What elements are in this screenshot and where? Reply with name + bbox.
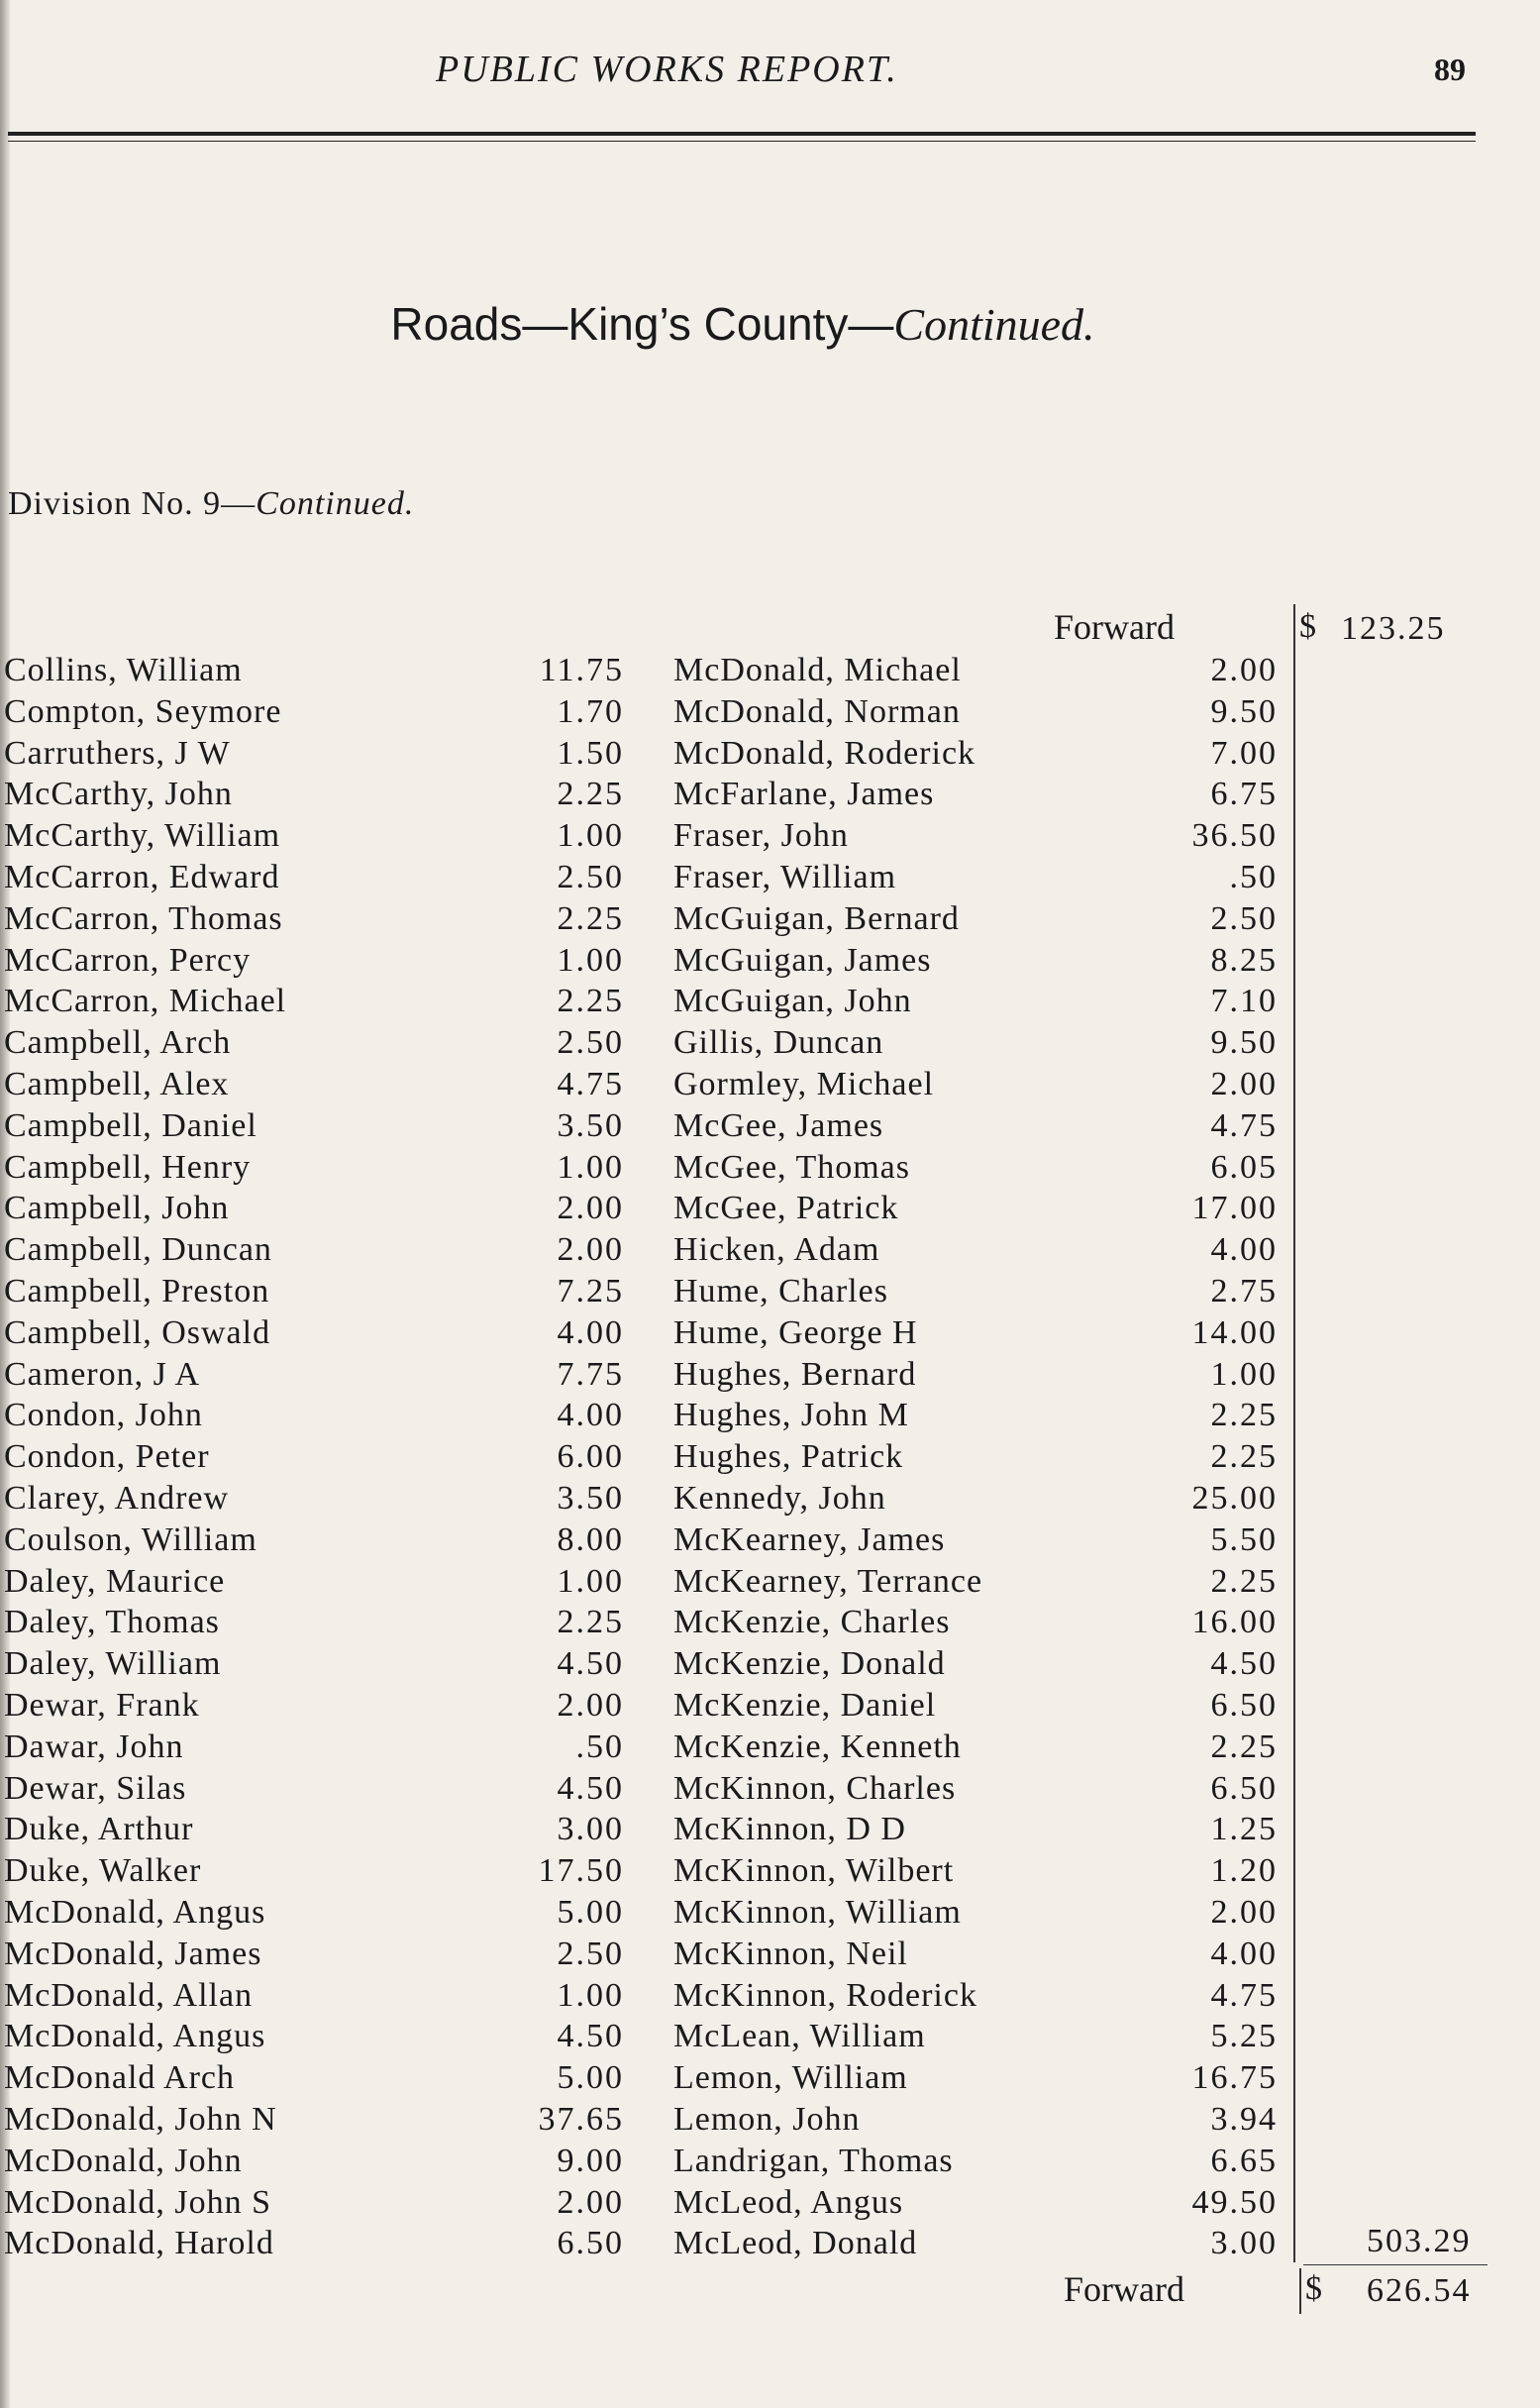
payment-amount: 2.25 [557, 776, 624, 813]
payment-amount: 7.00 [1210, 734, 1278, 772]
payment-amount: 3.00 [1210, 2225, 1278, 2262]
payee-name: McKenzie, Kenneth [673, 1727, 962, 1765]
payee-name: Campbell, Henry [4, 1148, 252, 1186]
payee-name: Duke, Walker [4, 1852, 202, 1890]
ledger-row [673, 1768, 1307, 1810]
payment-amount: 2.00 [1210, 1066, 1278, 1102]
ledger-row [673, 1395, 1307, 1436]
ledger-row [4, 1354, 638, 1396]
ledger-row [673, 940, 1307, 982]
payment-amount: 1.00 [557, 817, 624, 855]
payee-name: Campbell, Preston [4, 1273, 270, 1309]
ledger-row [4, 1478, 638, 1519]
ledger-row [4, 2182, 638, 2224]
payment-amount: 1.00 [557, 1562, 624, 1600]
payee-name: Hughes, John M [673, 1397, 909, 1434]
ledger-row [673, 981, 1307, 1022]
payment-amount: 2.25 [557, 983, 624, 1020]
ledger-row [673, 898, 1307, 940]
payment-amount: 6.00 [557, 1438, 624, 1476]
ledger-row [4, 1934, 638, 1975]
ledger-row [673, 1105, 1307, 1147]
section-title-continued: Continued. [893, 299, 1095, 350]
payee-name: McDonald, James [4, 1935, 262, 1972]
payment-amount: 4.50 [1210, 1645, 1278, 1683]
payee-name: McKenzie, Charles [673, 1604, 951, 1641]
ledger-row [4, 2141, 638, 2182]
ledger-row [673, 2141, 1307, 2182]
header-rule-thin [8, 141, 1476, 142]
payee-name: McKinnon, D D [673, 1811, 906, 1848]
payee-name: McDonald, Angus [4, 2018, 266, 2055]
payee-name: Dawar, John [4, 1727, 184, 1765]
payment-amount: 5.25 [1210, 2018, 1278, 2055]
running-header [0, 48, 1486, 107]
payment-amount: 3.00 [557, 1811, 624, 1848]
payment-amount: 6.65 [1210, 2142, 1278, 2179]
ledger-row [673, 1022, 1307, 1064]
payee-name: McLeod, Angus [673, 2183, 904, 2221]
running-title: PUBLIC WORKS REPORT. [436, 49, 898, 90]
payment-amount: 1.00 [1210, 1355, 1278, 1393]
payment-amount: 11.75 [539, 652, 624, 688]
ledger-row [673, 1519, 1307, 1561]
subtotal-underline [1303, 2264, 1488, 2265]
payee-name: Fraser, William [673, 859, 897, 895]
payee-name: Hughes, Bernard [673, 1355, 917, 1393]
payment-amount: 1.25 [1210, 1811, 1278, 1848]
ledger-row [4, 1188, 638, 1229]
page-number: 89 [1434, 52, 1466, 87]
ledger-row [673, 857, 1307, 898]
payee-name: McKinnon, Neil [673, 1935, 908, 1972]
payee-name: Condon, John [4, 1397, 203, 1434]
ledger-row [673, 815, 1307, 857]
ledger-row [4, 1685, 638, 1727]
payment-amount: 14.00 [1191, 1313, 1278, 1351]
payment-amount: 25.00 [1191, 1480, 1278, 1517]
payment-amount: 37.65 [538, 2101, 624, 2138]
payee-name: Daley, William [4, 1645, 222, 1683]
ledger-row [673, 1685, 1307, 1727]
payment-amount: 1.00 [557, 1976, 624, 2014]
payee-name: McKinnon, Roderick [673, 1976, 977, 2014]
payee-name: McKenzie, Daniel [673, 1687, 937, 1724]
ledger-row [4, 1602, 638, 1643]
payment-amount: 7.10 [1210, 983, 1278, 1020]
payee-name: McDonald, Norman [673, 692, 961, 730]
payment-amount: 2.00 [1210, 652, 1278, 688]
payee-name: Hume, Charles [673, 1273, 888, 1309]
payment-amount: 3.50 [557, 1480, 624, 1517]
payment-amount: 4.50 [557, 2018, 624, 2055]
payee-name: Gillis, Duncan [673, 1024, 884, 1062]
ledger-row [4, 1064, 638, 1105]
payee-name: McGee, James [673, 1106, 884, 1144]
payment-amount: 2.25 [1210, 1727, 1278, 1765]
payment-amount: 1.20 [1210, 1852, 1278, 1890]
ledger-row [673, 1809, 1307, 1850]
payment-amount: 3.50 [557, 1106, 624, 1144]
forward-out-rule [1299, 2268, 1301, 2314]
payee-name: Campbell, Oswald [4, 1313, 271, 1351]
payee-name: Campbell, John [4, 1190, 230, 1227]
payment-amount: 2.50 [1210, 899, 1278, 937]
ledger-row [4, 1727, 638, 1768]
payee-name: Kennedy, John [673, 1480, 886, 1517]
payee-name: Daley, Thomas [4, 1604, 220, 1641]
ledger-row [673, 1892, 1307, 1934]
payment-amount: 1.00 [557, 1148, 624, 1186]
payment-amount: 6.50 [1210, 1769, 1278, 1807]
payee-name: McFarlane, James [673, 776, 935, 813]
subsection-heading [8, 485, 414, 523]
payee-name: McDonald, Roderick [673, 734, 976, 772]
payment-amount: 8.00 [557, 1520, 624, 1558]
ledger-row [4, 1022, 638, 1064]
payment-amount: 2.25 [1210, 1397, 1278, 1434]
payment-amount: 4.00 [1210, 1935, 1278, 1972]
payment-amount: 2.25 [557, 899, 624, 937]
ledger-row [673, 650, 1307, 691]
payment-amount: 36.50 [1191, 817, 1278, 855]
payment-amount: 4.50 [557, 1645, 624, 1683]
payment-amount: 4.75 [557, 1066, 624, 1102]
ledger-row [4, 1105, 638, 1147]
payment-amount: 2.50 [557, 1024, 624, 1062]
payment-amount: 5.00 [557, 1894, 624, 1931]
payee-name: Campbell, Alex [4, 1066, 230, 1102]
ledger-row [4, 650, 638, 691]
ledger-row [673, 1312, 1307, 1354]
forward-in-label: Forward [1054, 607, 1175, 647]
ledger-row [673, 1354, 1307, 1396]
payee-name: McGuigan, James [673, 941, 932, 979]
payment-amount: 6.05 [1210, 1148, 1278, 1186]
ledger-row [4, 981, 638, 1022]
payment-amount: 5.50 [1210, 1520, 1278, 1558]
payment-amount: 4.00 [557, 1397, 624, 1434]
payee-name: Condon, Peter [4, 1438, 210, 1476]
forward-in-amount: 123.25 [1341, 610, 1446, 647]
payment-amount: 2.25 [557, 1604, 624, 1641]
payee-name: McGee, Patrick [673, 1190, 899, 1227]
ledger-row [4, 1147, 638, 1189]
payee-name: McDonald, John N [4, 2101, 277, 2138]
section-title-main: Roads—King’s County— [390, 298, 894, 350]
payment-amount: 4.00 [1210, 1231, 1278, 1269]
payee-name: Compton, Seymore [4, 692, 282, 730]
ledger-row [673, 1850, 1307, 1892]
payee-name: McCarron, Edward [4, 859, 280, 895]
payee-name: McDonald, Angus [4, 1894, 266, 1931]
ledger-row [673, 1602, 1307, 1643]
ledger-row [4, 1271, 638, 1312]
payee-name: Clarey, Andrew [4, 1480, 230, 1517]
payee-name: McCarron, Percy [4, 941, 252, 979]
ledger-row [673, 1975, 1307, 2017]
payee-name: McDonald, Allan [4, 1976, 254, 2014]
ledger-row [4, 1892, 638, 1934]
payment-amount: 2.50 [557, 1935, 624, 1972]
ledger-row [673, 1436, 1307, 1478]
forward-in-dollar: $ [1299, 608, 1316, 645]
payee-name: Hicken, Adam [673, 1231, 880, 1269]
payee-name: Daley, Maurice [4, 1562, 226, 1600]
subsection-continued: Continued. [256, 485, 415, 522]
ledger-row [4, 1975, 638, 2017]
payee-name: McKinnon, Charles [673, 1769, 957, 1807]
payment-amount: 2.75 [1210, 1273, 1278, 1309]
forward-out-amount: 626.54 [1367, 2272, 1472, 2309]
payee-name: McKinnon, William [673, 1894, 962, 1931]
payment-amount: 17.00 [1191, 1190, 1278, 1227]
ledger-row [673, 1478, 1307, 1519]
ledger-row [4, 1561, 638, 1603]
payment-amount: 2.00 [557, 1231, 624, 1269]
ledger-row [673, 2016, 1307, 2057]
payment-amount: 16.75 [1191, 2059, 1278, 2097]
ledger-row [4, 815, 638, 857]
payee-name: McDonald, John S [4, 2183, 272, 2221]
ledger-row [4, 1229, 638, 1271]
payment-amount: 6.75 [1210, 776, 1278, 813]
payment-amount: 2.00 [557, 1687, 624, 1724]
payee-name: McDonald Arch [4, 2059, 236, 2097]
ledger-row [4, 857, 638, 898]
ledger-row [673, 1229, 1307, 1271]
ledger-row [673, 2182, 1307, 2224]
payment-amount: .50 [1229, 859, 1278, 895]
ledger-row [4, 1395, 638, 1436]
ledger-row [673, 2057, 1307, 2099]
payee-name: Campbell, Daniel [4, 1106, 257, 1144]
ledger-row [4, 1768, 638, 1810]
payment-amount: 1.00 [557, 941, 624, 979]
payment-amount: 9.00 [557, 2142, 624, 2179]
ledger-row [4, 2223, 638, 2264]
payee-name: Carruthers, J W [4, 734, 231, 772]
ledger-row [4, 2016, 638, 2057]
payee-name: McKearney, James [673, 1520, 946, 1558]
payee-name: Gormley, Michael [673, 1066, 935, 1102]
payee-name: Campbell, Duncan [4, 1231, 272, 1269]
payee-name: McKearney, Terrance [673, 1562, 983, 1600]
ledger-row [4, 2099, 638, 2141]
ledger-row [673, 1147, 1307, 1189]
ledger-row [673, 1271, 1307, 1312]
payee-name: McCarthy, John [4, 776, 233, 813]
ledger-row [4, 774, 638, 815]
payee-name: Landrigan, Thomas [673, 2142, 954, 2179]
ledger-row [4, 1519, 638, 1561]
ledger-row [4, 1809, 638, 1850]
section-title [0, 297, 1486, 351]
payee-name: McLeod, Donald [673, 2225, 918, 2262]
payee-name: Hughes, Patrick [673, 1438, 904, 1476]
payee-name: Cameron, J A [4, 1355, 201, 1393]
ledger-row [673, 2223, 1307, 2264]
payee-name: McCarron, Michael [4, 983, 287, 1020]
payment-amount: 16.00 [1191, 1604, 1278, 1641]
payee-name: McCarthy, William [4, 817, 281, 855]
payee-name: McKinnon, Wilbert [673, 1852, 955, 1890]
payment-amount: 2.25 [1210, 1562, 1278, 1600]
payment-amount: 2.00 [557, 1190, 624, 1227]
payment-amount: 4.50 [557, 1769, 624, 1807]
payment-amount: .50 [575, 1727, 624, 1765]
ledger-row [4, 2057, 638, 2099]
payee-name: McDonald, Michael [673, 652, 962, 688]
payment-amount: 7.25 [557, 1273, 624, 1309]
payee-name: Coulson, William [4, 1520, 257, 1558]
payment-amount: 9.50 [1210, 1024, 1278, 1062]
payment-amount: 6.50 [557, 2225, 624, 2262]
payment-amount: 4.75 [1210, 1976, 1278, 2014]
ledger-row [4, 898, 638, 940]
payee-name: Campbell, Arch [4, 1024, 232, 1062]
header-rule-thick [8, 132, 1476, 136]
ledger-row [4, 1312, 638, 1354]
payee-name: Lemon, John [673, 2101, 861, 2138]
payee-name: McDonald, Harold [4, 2225, 274, 2262]
ledger-row [4, 1643, 638, 1685]
payee-name: McKenzie, Donald [673, 1645, 946, 1683]
ledger-row [673, 1188, 1307, 1229]
payment-amount: 4.75 [1210, 1106, 1278, 1144]
payment-amount: 2.00 [557, 2183, 624, 2221]
payment-amount: 6.50 [1210, 1687, 1278, 1724]
payment-amount: 1.70 [557, 692, 624, 730]
payee-name: McGuigan, John [673, 983, 912, 1020]
payment-amount: 2.25 [1210, 1438, 1278, 1476]
payment-amount: 3.94 [1210, 2101, 1278, 2138]
payee-name: McDonald, John [4, 2142, 243, 2179]
ledger-row [673, 1643, 1307, 1685]
ledger-row [673, 691, 1307, 733]
payment-amount: 1.50 [557, 734, 624, 772]
payment-amount: 2.00 [1210, 1894, 1278, 1931]
payee-name: Collins, William [4, 652, 243, 688]
forward-out-dollar: $ [1305, 2270, 1322, 2307]
forward-out-label: Forward [1064, 2269, 1184, 2309]
payee-name: Dewar, Frank [4, 1687, 200, 1724]
payment-amount: 49.50 [1191, 2183, 1278, 2221]
payee-name: Dewar, Silas [4, 1769, 187, 1807]
payee-name: McLean, William [673, 2018, 926, 2055]
ledger-row [4, 1850, 638, 1892]
payee-name: Duke, Arthur [4, 1811, 194, 1848]
ledger-row [673, 1727, 1307, 1768]
ledger-row [673, 774, 1307, 815]
ledger-row [4, 733, 638, 775]
payment-amount: 7.75 [557, 1355, 624, 1393]
ledger-row [4, 940, 638, 982]
ledger-row [673, 733, 1307, 775]
payee-name: McGee, Thomas [673, 1148, 910, 1186]
ledger-row [673, 1561, 1307, 1603]
payment-amount: 4.00 [557, 1313, 624, 1351]
payee-name: Hume, George H [673, 1313, 918, 1351]
payment-amount: 17.50 [538, 1852, 624, 1890]
subtotal-amount: 503.29 [1367, 2223, 1472, 2259]
payee-name: McCarron, Thomas [4, 899, 283, 937]
payment-amount: 2.50 [557, 859, 624, 895]
ledger-row [673, 2099, 1307, 2141]
ledger-row [4, 691, 638, 733]
subsection-label: Division No. 9— [8, 485, 257, 522]
payee-name: McGuigan, Bernard [673, 899, 960, 937]
payment-amount: 5.00 [557, 2059, 624, 2097]
payee-name: Lemon, William [673, 2059, 908, 2097]
ledger-row [673, 1934, 1307, 1975]
payment-amount: 8.25 [1210, 941, 1278, 979]
payee-name: Fraser, John [673, 817, 849, 855]
payment-amount: 9.50 [1210, 692, 1278, 730]
ledger-row [4, 1436, 638, 1478]
ledger-row [673, 1064, 1307, 1105]
